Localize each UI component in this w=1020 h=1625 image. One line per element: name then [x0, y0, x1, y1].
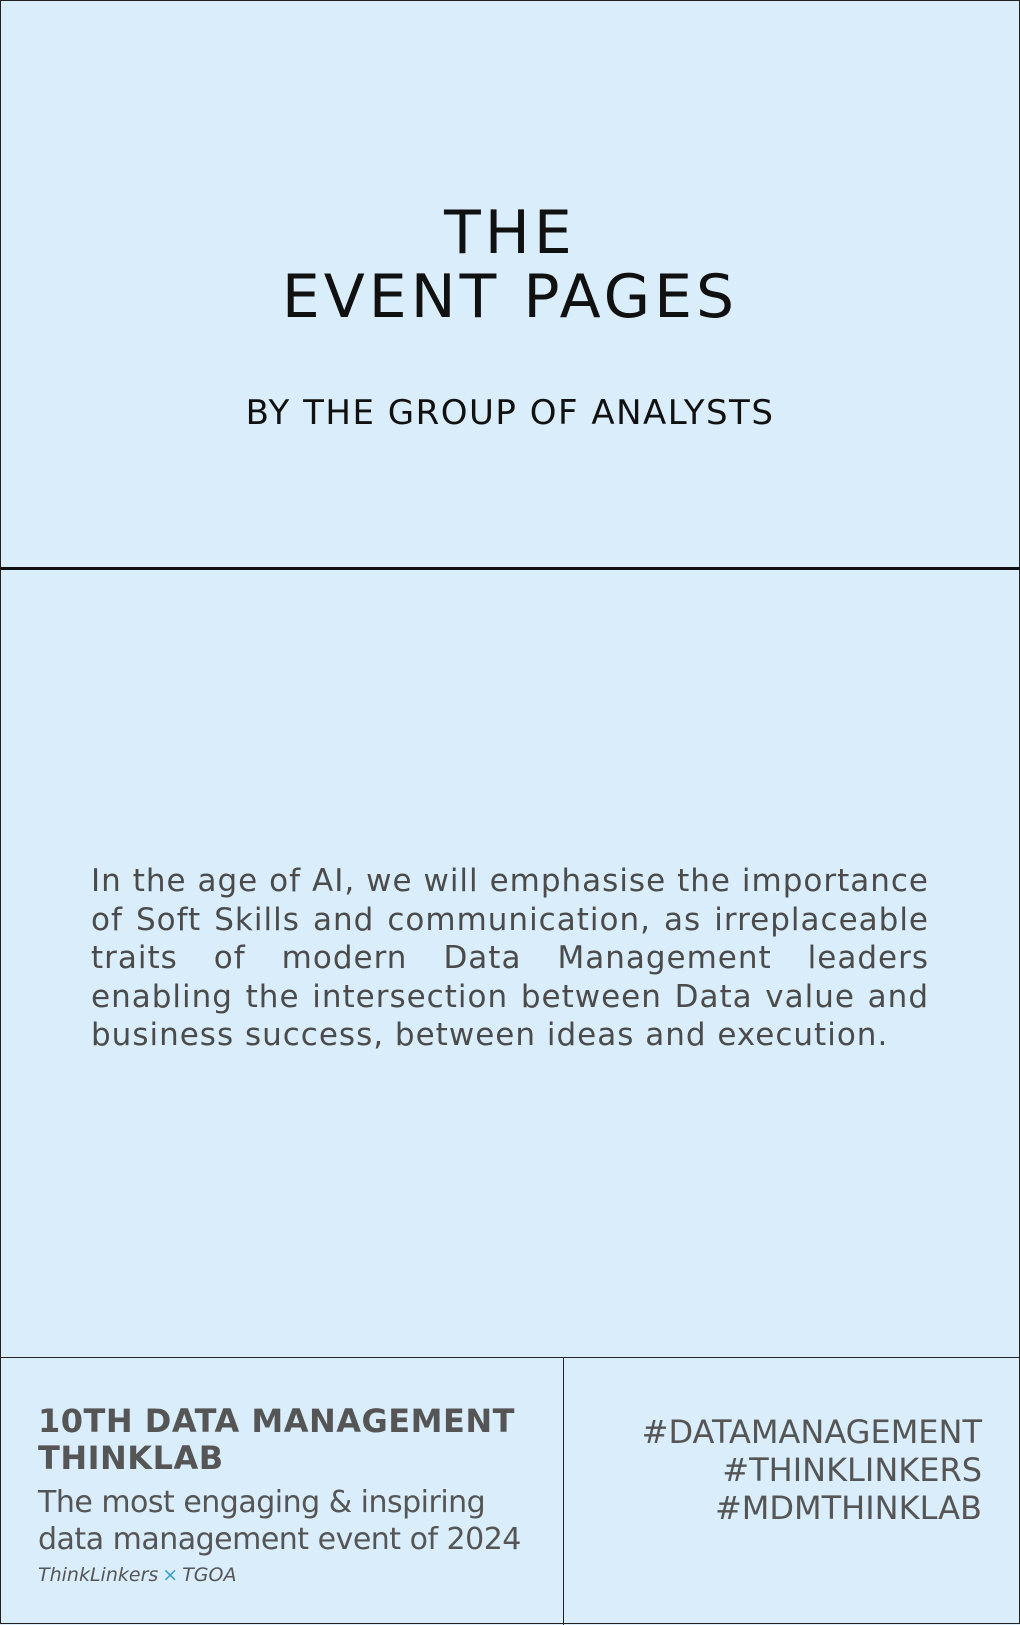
brand-credits — [38, 1564, 237, 1586]
subtitle: BY THE GROUP OF ANALYSTS — [245, 393, 775, 433]
description-text: In the age of AI, we will emphasise the importance of Soft Skills and communication, as irreplaceable traits of modern Data Management leaders enabling the intersection between Data value and business success, between ideas and execution. — [91, 863, 929, 1053]
event-tagline — [38, 1484, 558, 1558]
footer — [0, 1357, 1020, 1625]
hashtag-mdmthinklab: #MDMTHINKLAB — [714, 1489, 982, 1527]
title-line-2: EVENT PAGES — [281, 262, 739, 332]
tagline-line-1: The most engaging & inspiring — [38, 1485, 486, 1520]
hashtag-list — [642, 1413, 982, 1527]
event-name-line-1: 10TH DATA MANAGEMENT — [38, 1402, 515, 1440]
title-line-1: THE — [444, 198, 576, 268]
hashtag-datamanagement: #DATAMANAGEMENT — [641, 1413, 982, 1451]
tagline-line-2: data management event of 2024 — [38, 1522, 521, 1557]
hero-section — [0, 0, 1020, 570]
hashtag-thinklinkers: #THINKLINKERS — [722, 1451, 982, 1489]
brand-thinklinkers: ThinkLinkers — [38, 1564, 159, 1586]
brand-separator: × — [162, 1564, 179, 1586]
event-name — [38, 1403, 558, 1477]
event-name-line-2: THINKLAB — [38, 1439, 224, 1477]
brand-tgoa: TGOA — [182, 1564, 237, 1586]
footer-divider — [563, 1358, 564, 1625]
